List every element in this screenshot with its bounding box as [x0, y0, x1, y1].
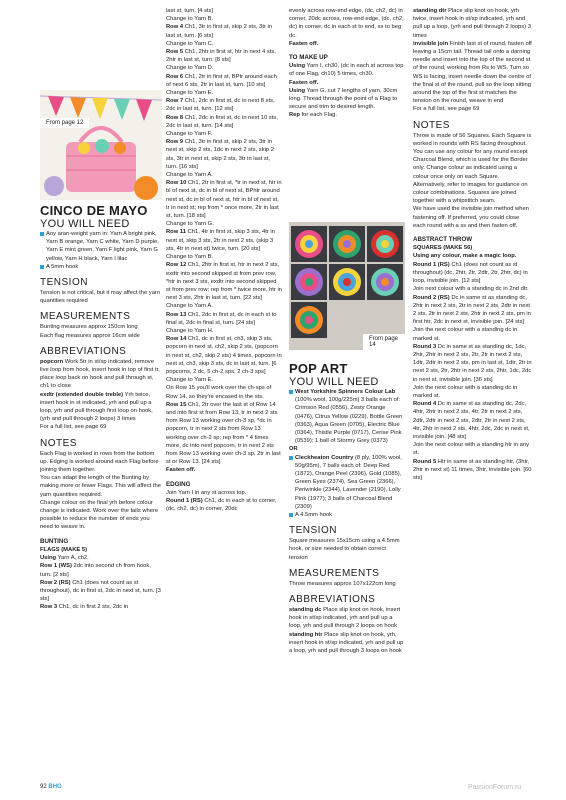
page-footer: [40, 784, 62, 790]
bold-label: invisible join: [413, 40, 449, 47]
paragraph: [166, 228, 282, 253]
body-text: Ch1, 2dc in first st, dc in next 8 sts, 2dc in last st, turn. [12 sts]: [166, 98, 275, 113]
subheading: [166, 481, 282, 489]
list-item: [289, 388, 405, 445]
bold-label: Row 12: [166, 262, 187, 269]
paragraph: [289, 537, 405, 562]
paragraph: [289, 87, 405, 112]
body-text: Ch1, 2htr in first st, htr in next 2 sts, exdtr into second skipped st from prev row, *htr in next 3 sts, exdtr into second skipped st from prev row; rep from * twice more, htr in next 3 sts, 2htr in last st, turn. [22 sts]: [166, 262, 282, 302]
section-heading: [40, 346, 162, 357]
paragraph: [289, 62, 405, 78]
paragraph: [289, 631, 405, 656]
paragraph: [413, 105, 533, 113]
section-heading: [40, 218, 162, 230]
subheading: [40, 546, 162, 554]
body-text: Ch1, 4tr in first st, skip 3 sts, 4tr in next st, skip 3 sts, 2tr in next 2 sts, (skip 3 sts, 4tr in next st) twice, turn. [20 sts]: [166, 229, 275, 252]
bold-label: West Yorkshire Spinners Colour Lab: [295, 389, 396, 395]
paragraph: [40, 391, 162, 424]
bold-label: Using any colour, make a magic loop.: [413, 253, 517, 260]
paragraph: [40, 474, 162, 499]
section-heading: [40, 277, 162, 288]
body-text: Change to Yarn A.: [166, 172, 213, 179]
bold-label: Row 7: [166, 98, 184, 105]
paragraph: [166, 97, 282, 113]
body-text: BUNTING: [40, 537, 69, 545]
paragraph: [40, 579, 162, 604]
body-text: Join next colour with a standing dc in 2nd dtr.: [413, 286, 529, 293]
bold-label: Cleckheaton Country: [295, 454, 354, 461]
body-text: SQUARES (MAKE 56): [413, 245, 473, 252]
bold-label: Row 11: [166, 229, 186, 236]
paragraph: [166, 497, 282, 513]
body-text: Join Yarn I in any st across top.: [166, 489, 247, 496]
paragraph: [413, 132, 533, 148]
bold-label: popcorn: [40, 358, 64, 365]
bold-label: Row 9: [166, 139, 184, 146]
body-text: Ch1, 2dc in first st, dc in each st to final st, 2dc in final st, turn. [24 sts]: [166, 311, 277, 326]
body-text: Change to Yarn A.: [166, 303, 213, 310]
body-text: Join the next colour with a standing dc in marked st.: [413, 327, 518, 342]
paragraph: [166, 253, 282, 261]
bold-label: Fasten off.: [289, 79, 319, 86]
granny-squares-illustration: [289, 222, 405, 350]
paragraph: [166, 114, 282, 130]
body-text: We have used the invisible join method when fastening off. If preferred, you could close each round with a ss and then fasten off.: [413, 206, 529, 229]
paragraph: [166, 261, 282, 302]
body-text: YOU WILL NEED: [40, 218, 130, 230]
paragraph: [413, 148, 533, 205]
bold-text: [289, 445, 405, 453]
body-text: Change to Yarn G.: [166, 221, 214, 228]
paragraph: [166, 40, 282, 48]
body-text: ABSTRACT THROW: [413, 236, 473, 244]
body-text: (8 ply, 100% wool, 50g/95m), 7 balls each of: Deep Red (1872), Orange Peel (2396), Gold (1085), Green Eyes (2374), Sea Green (2366), Periwinkle (2344), Lavender (2190), Lolly Pink (1977); 3 balls of Charcoal Blend (2309): [295, 454, 402, 510]
paragraph: [413, 205, 533, 230]
body-text: On Row 15 you'll work over the ch-sps of Row 14, so they're encased in the sts.: [166, 385, 272, 400]
paragraph: [40, 423, 162, 431]
bold-label: Using: [289, 87, 306, 94]
section-heading: [289, 525, 405, 536]
bold-label: standing dc: [289, 607, 322, 614]
bold-label: Round 5: [413, 458, 437, 465]
bold-label: Round 1 (RS): [166, 497, 203, 504]
paragraph: [166, 489, 282, 497]
body-text: A 4.5mm hook: [295, 512, 333, 519]
body-text: For a full list, see page 69: [40, 424, 107, 431]
subheading: [289, 54, 405, 62]
body-text: You can use any colour for any round except Charcoal Blend, which is used for the Border only. Change colour as indicated using a colour once only on each Square. Alternatively, refer to images for guidance on colour combinations. Squares are joined together with a whipstitch seam.: [413, 149, 528, 205]
bold-label: exdtr (extended double treble): [40, 391, 124, 398]
bold-label: Row 10: [166, 180, 187, 187]
body-text: Change to Yarn E.: [166, 377, 214, 384]
bold-label: Using: [40, 555, 57, 562]
column-3-bottom: [289, 362, 405, 655]
section-heading: [413, 120, 533, 131]
bold-label: Row 1 (WS): [40, 563, 72, 570]
bold-label: Row 6: [166, 73, 184, 80]
body-text: Place slip knot on hook, insert hook in st/sp indicated, yrh and pull up a loop, yrh and pull through 2 loops on hook: [289, 607, 401, 630]
section-heading: [289, 568, 405, 579]
page-number: 92: [40, 784, 47, 790]
pattern-title: [40, 204, 162, 218]
paragraph: [413, 400, 533, 441]
paragraph: [413, 343, 533, 384]
paragraph: [413, 252, 533, 260]
subheading: [413, 236, 533, 244]
body-text: Square measures 15x15cm using a 4.5mm hook, or size needed to obtain correct tension: [289, 538, 400, 561]
paragraph: [289, 111, 405, 119]
paragraph: [40, 603, 162, 611]
photo-caption: From page 14: [363, 334, 405, 350]
body-text: TO MAKE UP: [289, 54, 328, 62]
paragraph: [166, 327, 282, 335]
bold-label: Using: [289, 63, 306, 70]
pop-art-photo: [289, 222, 405, 350]
body-text: OR: [289, 446, 298, 453]
cinco-de-mayo-photo: [40, 90, 162, 200]
body-text: Ch1, 2tr over the last st of Row 14 and into first st from Row 13, tr in next 2 sts from Row 13 working over ch-3 sp, *dc in popcorn, tr in next 2 sts from Row 13 working over ch-2 sp; rep from * 4 times more, dc into next popcorn, tr in next 2 sts from Row 13 working over ch-3 sp, 2tr in last st or Row 13. [24 sts]: [166, 401, 281, 466]
paragraph: [166, 401, 282, 467]
body-text: MEASUREMENTS: [40, 311, 131, 323]
bold-label: Round 4: [413, 401, 437, 408]
list-item: [40, 263, 162, 271]
paragraph: [289, 40, 405, 48]
body-text: Yarn G, cut 7 lengths of yarn, 30cm long. Thread through the point of a Flag to secure and trim to desired length.: [289, 87, 398, 111]
body-text: Change to Yarn B.: [166, 254, 214, 261]
body-text: Ch1, 3tr in first st, skip 2 sts, 3tr in next st, skip 2 sts, 1dc in next 2 sts, skip 2 sts, 3tr in next st, skip 2 sts, 3tr in last st, turn. [16 sts]: [166, 139, 274, 170]
body-text: for each Flag.: [299, 112, 338, 119]
body-text: Bunting measures approx 150cm long: [40, 324, 138, 331]
body-text: Ch1, 2tr in first st, *tr in next st, htr in bl of next st, dc in bl of next st, BPhtr around next st, dc in bl of next st, htr in bl of next st, tr in next st; rep from * once more, 2tr in last st, turn. [18 sts]: [166, 180, 282, 220]
body-text: Yarn I, ch30, (dc in each st across top of one Flag, ch10) 5 times, ch30.: [289, 63, 404, 78]
body-text: 2dc into second ch from hook, turn. [2 sts]: [40, 563, 151, 578]
brand-name: BHG: [48, 784, 62, 790]
body-text: Ch1 (does not count as st throughout), dc in first st, 2dc in next st, turn. [3 sts]: [40, 579, 161, 603]
bold-label: Row 14: [166, 336, 187, 343]
paragraph: [413, 326, 533, 342]
section-heading: [40, 438, 162, 449]
paragraph: [166, 23, 282, 39]
body-text: evenly across row-end edge, (dc, ch2, dc) in corner, 20dc across, row-end edge, (dc, ch2, dc) in corner, dc in each st to end, ss to beg dc.: [289, 8, 404, 39]
paragraph: [166, 179, 282, 220]
photo-caption: From page 12: [40, 118, 89, 128]
list-item: [40, 230, 162, 263]
body-text: TENSION: [289, 525, 337, 537]
paragraph: [166, 64, 282, 72]
paragraph: [413, 7, 533, 40]
body-text: You can adapt the length of the Bunting by making more or fewer Flags. This will affect the yarn quantities required.: [40, 475, 161, 498]
body-text: Ch1, 3tr in first st, skip 2 sts, 3tr in last st, turn. [6 sts]: [166, 24, 272, 39]
body-text: Dc in same st as standing dc, 2htr in next 2 sts, 2tr in next 2 sts, 2dtr in next 2 sts, 2tr in next 2 sts, 2htr in next 2 sts, pm in first htr, 2dc in next st, invisible join. [24 sts]: [413, 294, 531, 326]
body-text: Change to Yarn H.: [166, 327, 214, 334]
bold-label: Fasten off.: [166, 467, 196, 474]
bold-label: Row 5: [166, 49, 184, 56]
body-text: Tension is not critical, but it may affect the yarn quantities required: [40, 290, 161, 305]
column-4: [413, 7, 533, 482]
paragraph: [413, 40, 533, 106]
body-text: Ch1, 2dc in first st, dc in next 10 sts, 2dc in last st, turn. [14 sts]: [166, 114, 278, 129]
body-text: For a full list, see page 69: [413, 106, 480, 113]
paragraph: [289, 580, 405, 588]
body-text: ABBREVIATIONS: [40, 345, 127, 357]
column-3-top: [289, 7, 405, 120]
body-text: ABBREVIATIONS: [289, 594, 376, 606]
section-heading: [289, 376, 405, 388]
paragraph: [289, 7, 405, 40]
body-text: Change to Yarn B.: [166, 16, 214, 23]
body-text: Throw is made of 56 Squares. Each Square is worked in rounds with RS facing throughout.: [413, 132, 532, 147]
paragraph: [413, 294, 533, 327]
list-item: [289, 511, 405, 519]
body-text: YOU WILL NEED: [289, 376, 379, 388]
paragraph: [166, 302, 282, 310]
paragraph: [40, 554, 162, 562]
column-2: [166, 7, 282, 513]
body-text: Change to Yarn C.: [166, 40, 214, 47]
bold-label: Row 8: [166, 114, 184, 121]
list-item: [289, 454, 405, 511]
paragraph: [166, 15, 282, 23]
bold-label: Fasten off.: [289, 40, 319, 47]
body-text: NOTES: [413, 119, 450, 131]
paragraph: [166, 466, 282, 474]
bold-label: Row 4: [166, 24, 184, 31]
paragraph: [166, 48, 282, 64]
paragraph: [166, 171, 282, 179]
section-heading: [40, 311, 162, 322]
subheading: [40, 538, 162, 546]
body-text: Change colour on the final yrh before colour change is indicated. Work over the tails where possible to reduce the number of ends you need to weave in.: [40, 499, 159, 531]
paragraph: [413, 285, 533, 293]
body-text: Yarn A, ch2.: [56, 555, 89, 562]
paragraph: [166, 89, 282, 97]
body-text: Ch1, 2htr in first st, htr in next 4 sts, 2htr in last st, turn. [8 sts]: [166, 49, 276, 64]
column-1: [40, 204, 162, 612]
paragraph: [40, 358, 162, 391]
body-text: Htr in same st as standing htr, (3htr, 2htr in next st) 11 times, 3htr, invisible join. [60 sts]: [413, 458, 532, 481]
body-text: Change to Yarn D.: [166, 65, 214, 72]
body-text: Yrh twice, insert hook in st indicated, yrh and pull up a loop, yrh and pull through first loop on hook, (yrh and pull through 2 loops) 3 times: [40, 391, 153, 423]
paragraph: [413, 458, 533, 483]
body-text: (100% wool, 100g/225m) 3 balls each of: Crimson Red (0556), Zesty Orange (0476), Citrus Yellow (0229), Bottle Green (0363), Aqua Green (0705), Electric Blue (0364), Thistle Purple (0717), Cerise Pink (0539); 1 ball of Stormy Grey (0373): [295, 397, 403, 445]
body-text: TENSION: [40, 277, 88, 289]
paragraph: [166, 130, 282, 138]
paragraph: [166, 220, 282, 228]
paragraph: [166, 335, 282, 376]
body-text: Work 5tr in st/sp indicated, remove live loop from hook, insert hook in top of first tr, place loop back on hook and pull through st, ch1 to close: [40, 358, 160, 390]
bold-label: Row 3: [40, 604, 58, 611]
bold-label: Round 3: [413, 343, 437, 350]
body-text: Ch1, dc in first st, ch3, skip 3 sts, popcorn in next st, ch2, skip 2 sts, (popcorn in next st, ch2, skip 2 sts) 4 times, popcorn in next st, ch3, skip 3 sts, dc in last st, turn. [6 popcorns, 2 dc, 5 ch-2 sps, 2 ch-3 sps]: [166, 336, 282, 375]
paragraph: [166, 376, 282, 384]
body-text: Join the next colour with a standing dc in marked st.: [413, 384, 518, 399]
paragraph: [40, 332, 162, 340]
paragraph: [40, 323, 162, 331]
body-text: Ch1, dc in each st to corner, (dc, ch2, dc) in corner, 20dc: [166, 497, 277, 513]
watermark: PassionForum.ru: [468, 784, 522, 791]
paragraph: [40, 562, 162, 578]
body-text: Join the next colour with a standing htr in any st.: [413, 442, 530, 457]
body-text: Finish last st of round, fasten off leaving a 15cm tail. Thread tail onto a darning needle and insert into the top of the second st of the round, working from Rs to WS. Turn so WS is facing, insert needle down the centre of the final st of the round, pull so the loop sitting around the top of the first st matches the tension on the round, weave in end: [413, 40, 532, 105]
bold-label: standing htr: [289, 631, 323, 638]
paragraph: [40, 499, 162, 532]
body-text: Throw measures approx 107x122cm long: [289, 580, 396, 587]
body-text: A 5mm hook: [46, 263, 79, 270]
paragraph: [413, 384, 533, 400]
body-text: Any aran-weight yarn in: Yarn A bright pink, Yarn B orange, Yarn C white, Yarn D purple, Yarn E mint green, Yarn F light pink, Yarn G yellow, Yarn H black, Yarn I lilac: [46, 231, 159, 262]
body-text: CINCO DE MAYO: [40, 203, 148, 218]
body-text: MEASUREMENTS: [289, 567, 380, 579]
body-text: EDGING: [166, 480, 191, 488]
subheading: [413, 244, 533, 252]
body-text: Ch1, dc in first 2 sts, 2dc in: [57, 604, 129, 611]
paragraph: [166, 138, 282, 171]
paragraph: [289, 79, 405, 87]
bold-label: Rep: [289, 112, 300, 119]
body-text: FLAGS (MAKE 5): [40, 546, 88, 553]
paragraph: [40, 450, 162, 475]
paragraph: [289, 606, 405, 631]
body-text: Each Flag is worked in rows from the bottom up. Edging is worked around each Flag before joining them together.: [40, 450, 159, 474]
body-text: Ch1 (does not count as st throughout) (dc, 2htr, 2tr, 2dtr, 2tr, 2htr, dc) in loop, invisible join. [12 sts]: [413, 261, 528, 285]
section-heading: [289, 594, 405, 605]
paragraph: [166, 311, 282, 327]
paragraph: [166, 7, 282, 15]
paragraph: [40, 289, 162, 305]
body-text: NOTES: [40, 437, 77, 449]
bold-label: Round 1 (RS): [413, 261, 450, 268]
body-text: last st, turn. [4 sts]: [166, 8, 214, 14]
body-text: Place slip knot on hook, yrh twice, insert hook in st/sp indicated, yrh and pull up a loop, (yrh and pull through 2 loops) 3 times: [413, 8, 531, 39]
body-text: Place slip knot on hook, yrh, insert hook in st/sp indicated, yrh and pull up a loop, yrh and pull through 3 loops on hook: [289, 631, 404, 655]
bold-label: Row 15: [166, 401, 187, 408]
body-text: Ch1, 2tr in first st, BPtr around each of next 6 sts, 2tr in last st, turn. [10 sts]: [166, 73, 277, 88]
body-text: Change to Yarn E.: [166, 90, 214, 97]
body-text: Dc in same st as standing dc, 2dc, 4htr, 2htr in next 2 sts, 4tr, 2tr in next 2 sts, 2dtr, 2dtr in next 2 sts, 2dtr, 2tr in next 2 sts, 4tr, 2htr in next 2 sts, 4htr, 2dc, 2dc in next st, invisible join. [48 sts]: [413, 401, 530, 440]
body-text: POP ART: [289, 361, 348, 376]
body-text: Each flag measures approx 16cm wide: [40, 332, 140, 339]
paragraph: [413, 261, 533, 286]
bold-label: Row 2 (RS): [40, 579, 71, 586]
body-text: Change to Yarn F.: [166, 131, 213, 138]
bold-label: Round 2 (RS): [413, 294, 450, 301]
paragraph: [166, 73, 282, 89]
paragraph: [166, 384, 282, 400]
bunting-basket-illustration: [40, 90, 162, 200]
bold-label: standing dtr: [413, 8, 447, 14]
paragraph: [413, 441, 533, 457]
body-text: Dc in same st as standing dc, 1dc, 2htr, 2htr in next 2 sts, 2tr, 2tr in next 2 sts, 1dtr, 2dtr in next 2 sts, pm in last st, 1dtr, 2tr in next 2 sts, 2tr, 2htr in next 2 sts, 2htr, 1dc, 2dc in next st, invisible join. [36 sts]: [413, 343, 532, 383]
bold-label: Row 13: [166, 311, 187, 318]
pattern-title: [289, 362, 405, 376]
